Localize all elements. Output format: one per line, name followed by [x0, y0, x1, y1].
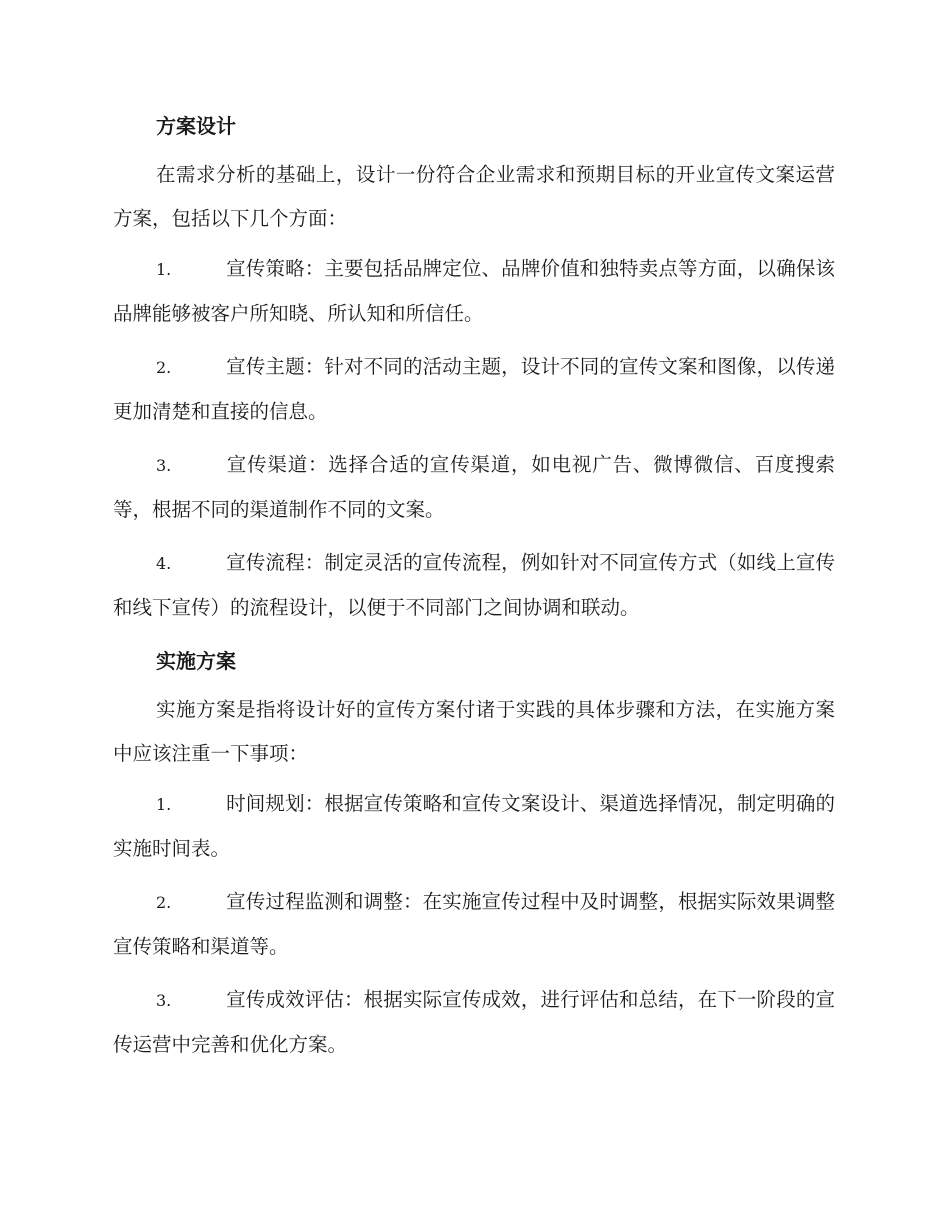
list-text: 宣传成效评估：根据实际宣传成效，进行评估和总结，在下一阶段的宣传运营中完善和优化方案。: [113, 988, 835, 1056]
list-number: 2.: [156, 893, 172, 912]
list-item: [113, 880, 835, 969]
list-item: [113, 782, 835, 871]
list-text: 宣传策略：主要包括品牌定位、品牌价值和独特卖点等方面，以确保该品牌能够被客户所知晓、所认知和所信任。: [113, 257, 835, 325]
section-heading: 实施方案: [156, 649, 236, 673]
list-number: 3.: [156, 456, 172, 475]
list-number: 1.: [156, 795, 172, 814]
list-item: [113, 541, 835, 630]
list-text: 宣传主题：针对不同的活动主题，设计不同的宣传文案和图像，以传递更加清楚和直接的信息。: [113, 355, 835, 423]
document-page: [113, 104, 835, 1076]
list-number: 4.: [156, 554, 172, 573]
section-implementation: [113, 639, 835, 1067]
list-text: 宣传流程：制定灵活的宣传流程，例如针对不同宣传方式（如线上宣传和线下宣传）的流程设计，以便于不同部门之间协调和联动。: [113, 551, 835, 619]
list-item: [113, 345, 835, 434]
list-number: 1.: [156, 260, 172, 279]
section-design: [113, 104, 835, 630]
list-number: 3.: [156, 991, 172, 1010]
section-heading: 方案设计: [156, 114, 236, 138]
list-text: 宣传渠道：选择合适的宣传渠道，如电视广告、微博微信、百度搜索等，根据不同的渠道制作不同的文案。: [113, 453, 835, 521]
list-item: [113, 443, 835, 532]
list-item: [113, 978, 835, 1067]
list-text: 宣传过程监测和调整：在实施宣传过程中及时调整，根据实际效果调整宣传策略和渠道等。: [113, 890, 835, 958]
list-text: 时间规划：根据宣传策略和宣传文案设计、渠道选择情况，制定明确的实施时间表。: [113, 792, 835, 860]
list-item: [113, 247, 835, 336]
section-intro: 在需求分析的基础上，设计一份符合企业需求和预期目标的开业宣传文案运营方案，包括以下几个方面：: [113, 163, 835, 230]
list-number: 2.: [156, 358, 172, 377]
section-intro: 实施方案是指将设计好的宣传方案付诸于实践的具体步骤和方法，在实施方案中应该注重一下事项：: [113, 698, 835, 765]
